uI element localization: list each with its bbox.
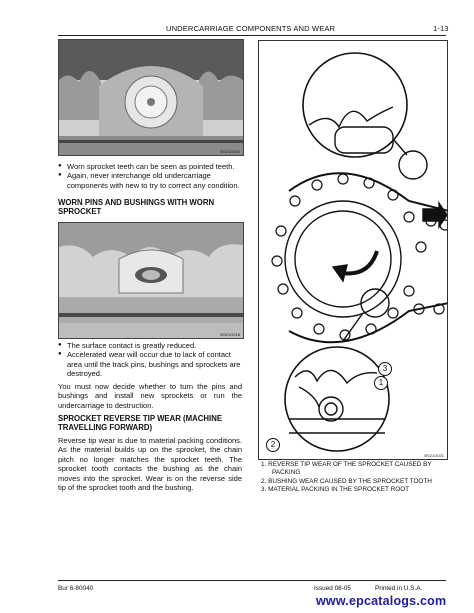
watermark-link[interactable]: www.epcatalogs.com	[316, 594, 447, 608]
bullet-item: ● The surface contact is greatly reduced.	[58, 341, 242, 350]
bullet-list-1	[58, 162, 242, 190]
section-header-title: UNDERCARRIAGE COMPONENTS AND WEAR	[166, 24, 336, 33]
legend-item: 3. MATERIAL PACKING IN THE SPROCKET ROOT	[261, 486, 410, 494]
callout-1	[374, 376, 388, 390]
figure-code: BS21G020	[220, 149, 240, 154]
paragraph-reverse-tip-wear: Reverse tip wear is due to material packing conditions. As the material builds up on the sprocket, the chain pitch no longer matches the sprocket teeth. The sprocket tooth contacts the bushing as the chain moves into the sprocket. Wear is on the reverse side tip of the sprocket tooth and the bushing.	[58, 436, 242, 493]
figure-code: BS21G018	[220, 332, 240, 337]
header-rule	[58, 35, 446, 36]
section-heading-reverse-tip-wear: SPROCKET REVERSE TIP WEAR (MACHINE TRAVELLING FORWARD)	[58, 414, 223, 433]
callout-1-label: 1	[378, 378, 384, 387]
paragraph-decision: You must now decide whether to turn the pins and bushings and install new sprockets or run the undercarriage to destruction.	[58, 382, 242, 410]
issued-date: Issued 08-05	[314, 585, 351, 592]
printed-in: Printed in U.S.A.	[375, 585, 423, 592]
section-heading-worn-pins: WORN PINS AND BUSHINGS WITH WORN SPROCKET	[58, 198, 215, 217]
callout-3	[378, 362, 392, 376]
callout-3-label: 3	[382, 364, 388, 373]
photo-worn-sprocket	[58, 39, 244, 156]
bullet-list-2	[58, 341, 242, 379]
bullet-item: ● Accelerated wear will occur due to lack of contact area until the track pins, bushings and sprockets are destroyed.	[58, 350, 242, 378]
legend-item: 1. REVERSE TIP WEAR OF THE SPROCKET CAUSED BY PACKING	[261, 461, 432, 477]
sprocket-diagram	[258, 40, 448, 460]
callout-2-label: 2	[270, 440, 276, 449]
photo-worn-pins-bushings	[58, 222, 244, 339]
doc-number: Bur 6-80040	[58, 585, 94, 592]
figure-code: BS21G021	[424, 453, 444, 458]
bullet-item: ● Worn sprocket teeth can be seen as pointed teeth.	[58, 162, 242, 171]
bullet-item: ● Again, never interchange old undercarriage components with new to try to correct any condition.	[58, 171, 242, 190]
footer-rule	[58, 580, 446, 581]
page-number: 1-13	[433, 24, 449, 33]
callout-2	[266, 438, 280, 452]
figure-legend	[261, 461, 447, 495]
legend-item: 2. BUSHING WEAR CAUSED BY THE SPROCKET TOOTH	[261, 477, 432, 485]
